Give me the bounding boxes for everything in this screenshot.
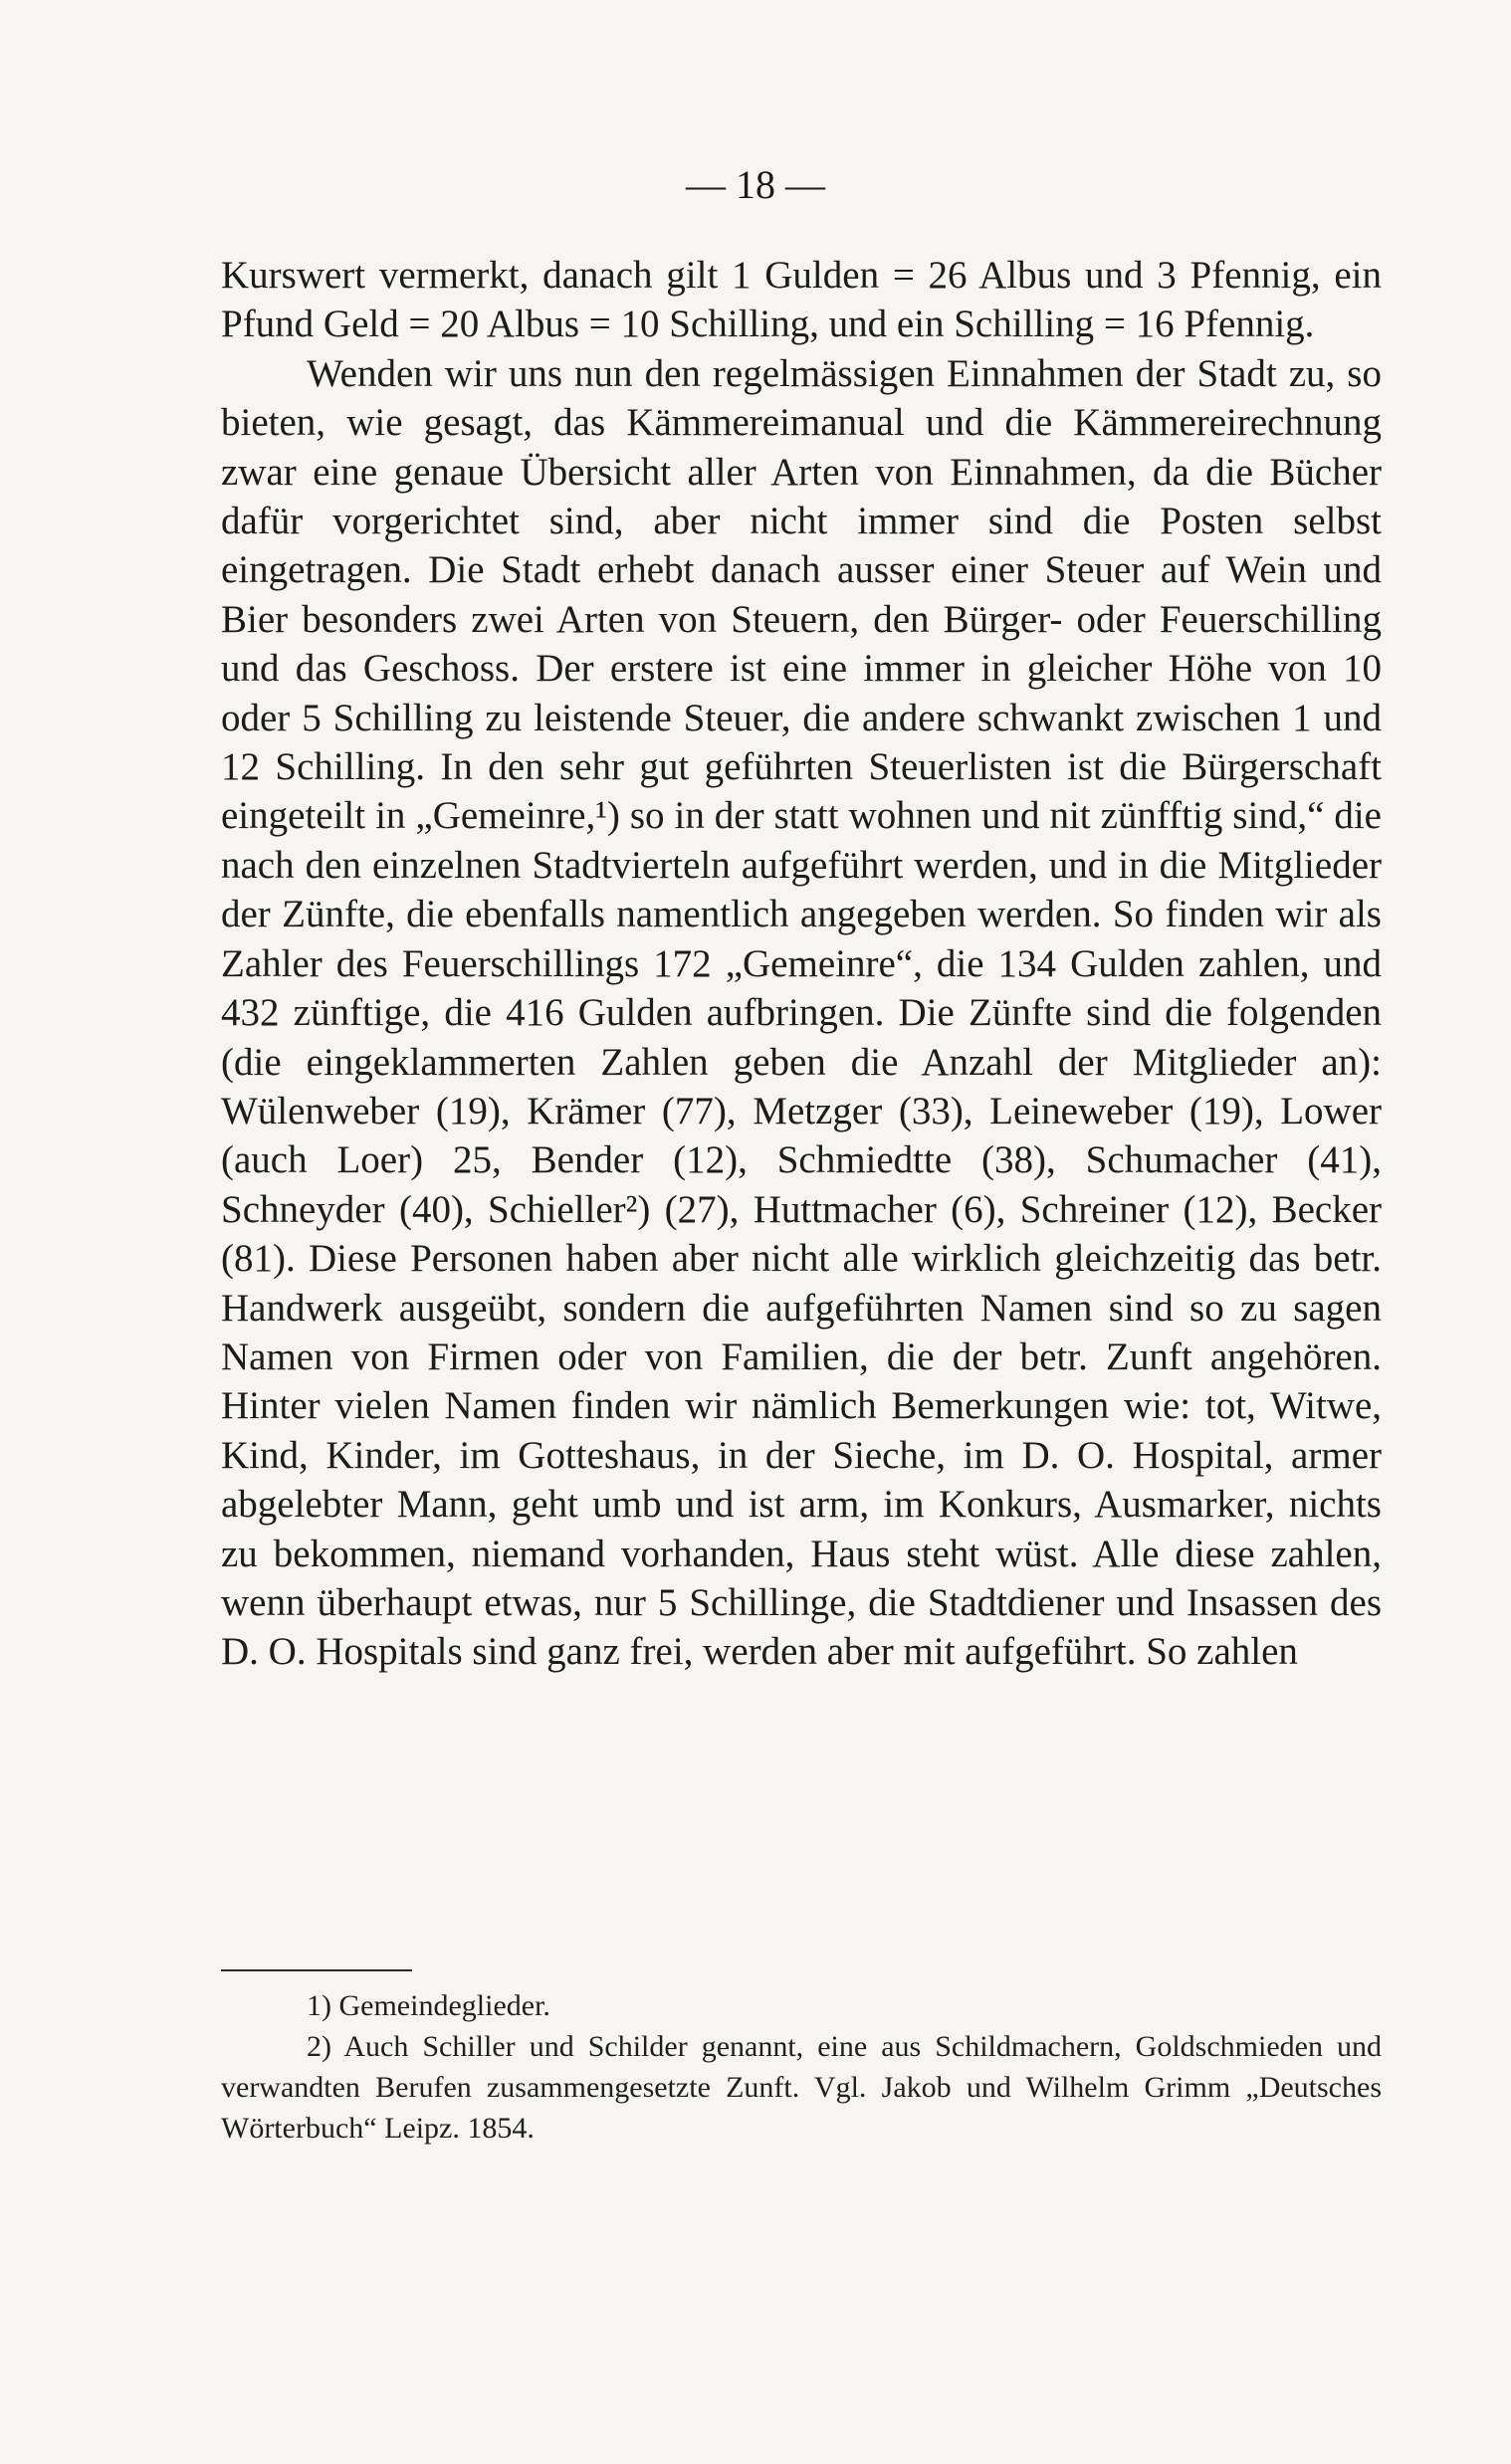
- page-number: — 18 —: [686, 162, 825, 207]
- body-text: [221, 251, 1382, 1677]
- footnote-1: 1) Gemeindeglieder.: [307, 1989, 550, 2022]
- paragraph-2: Wenden wir uns nun den regelmässigen Einnahmen der Stadt zu, so bieten, wie gesagt, das Kämmereimanual und die Kämmereirechnung zwar eine genaue Übersicht aller Arten von Einnahmen, da die Bücher dafür vorgerichtet sind, aber nicht immer sind die Posten selbst eingetragen. Die Stadt erhebt danach ausser einer Steuer auf Wein und Bier besonders zwei Arten von Steuern, den Bürger- oder Feuerschilling und das Geschoss. Der erstere ist eine immer in gleicher Höhe von 10 oder 5 Schilling zu leistende Steuer, die andere schwankt zwischen 1 und 12 Schilling. In den sehr gut geführten Steuerlisten ist die Bürgerschaft eingeteilt in „Gemeinre,¹) so in der statt wohnen und nit zünfftig sind,“ die nach den einzelnen Stadtvierteln aufgeführt werden, und in die Mitglieder der Zünfte, die ebenfalls namentlich angegeben werden. So finden wir als Zahler des Feuerschillings 172 „Gemeinre“, die 134 Gulden zahlen, und 432 zünftige, die 416 Gulden aufbringen. Die Zünfte sind die folgenden (die eingeklammerten Zahlen geben die Anzahl der Mitglieder an): Wülenweber (19), Krämer (77), Metzger (33), Leineweber (19), Lower (auch Loer) 25, Bender (12), Schmiedtte (38), Schumacher (41), Schneyder (40), Schieller²) (27), Huttmacher (6), Schreiner (12), Becker (81). Diese Personen haben aber nicht alle wirklich gleichzeitig das betr. Handwerk ausgeübt, sondern die aufgeführten Namen sind so zu sagen Namen von Firmen oder von Familien, die der betr. Zunft angehören. Hinter vielen Namen finden wir nämlich Bemerkungen wie: tot, Witwe, Kind, Kinder, im Gotteshaus, in der Sieche, im D. O. Hospital, armer abgelebter Mann, geht umb und ist arm, im Konkurs, Ausmarker, nichts zu bekommen, niemand vorhanden, Haus steht wüst. Alle diese zahlen, wenn überhaupt etwas, nur 5 Schillinge, die Stadtdiener und Insassen des D. O. Hospitals sind ganz frei, werden aber mit aufgeführt. So zahlen: [221, 351, 1382, 1674]
- footnote-rule: [221, 1969, 412, 1971]
- footnote-2: 2) Auch Schiller und Schilder genannt, eine aus Schildmachern, Goldschmieden und verwandten Berufen zusammengesetzte Zunft. Vgl. Jakob und Wilhelm Grimm „Deutsches Wörterbuch“ Leipz. 1854.: [221, 2030, 1382, 2145]
- paragraph-1: Kurswert vermerkt, danach gilt 1 Gulden = 26 Albus und 3 Pfennig, ein Pfund Geld = 20 Albus = 10 Schilling, und ein Schilling = 16 Pfennig.: [221, 254, 1382, 346]
- footnotes: [221, 1985, 1382, 2149]
